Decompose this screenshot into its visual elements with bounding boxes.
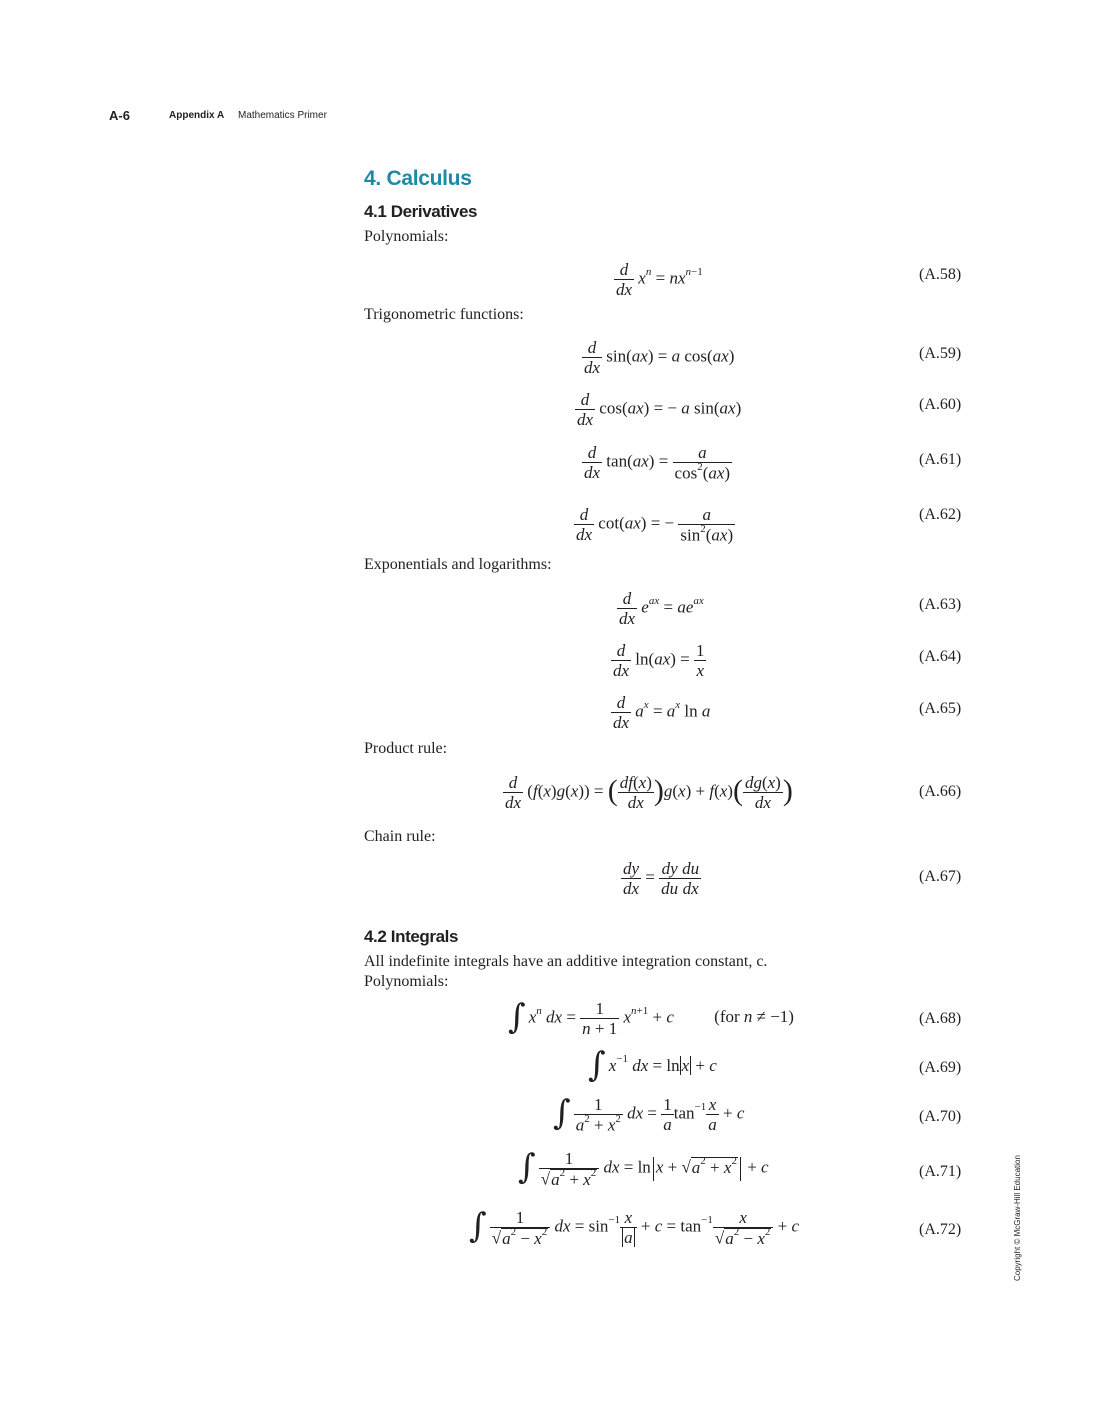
equation-a68: ∫ $x^n$ dx = $\frac{1}{n + 1}$ $x^{n+1} + c$ (for n ≠ −1) [508,996,794,1038]
integrals-heading: 4.2 Integrals [364,927,459,946]
equation-number: (A.58) [919,266,962,283]
equation-number: (A.70) [919,1108,962,1125]
equation-a70: ∫ $\frac{1}{a^2 + x^2}$ dx = $\frac{1}{a}$ $\tan^{-1}$ $\frac{x}{a}$ + c [553,1092,745,1135]
equation-number: (A.62) [919,506,962,523]
page-number: A-6 [109,108,130,123]
equation-a71: ∫ $\frac{1}{√a^2 + x^2}$ dx = $\ln x + √a^2 + x^2 + c$ [518,1146,769,1189]
equation-number: (A.72) [919,1221,962,1238]
polynomials-label-2: Polynomials: [364,973,449,990]
equation-a69: ∫ $x^{-1}$ dx = ln x + c [588,1045,717,1085]
equation-a63: $\frac{d}{dx}$ $e^{ax} = ae^{ax}$ [619,589,704,628]
equation-number: (A.67) [919,868,962,885]
equation-a67: $\frac{dy}{dx}$ = $\frac{dy}{du}$ $\frac{du}{dx}$ [623,859,700,898]
copyright-notice [1013,1131,1027,1281]
copyright-text: Copyright © McGraw-Hill Education [1013,1155,1022,1281]
equation-number: (A.66) [919,783,962,800]
polynomials-label: Polynomials: [364,228,449,245]
equation-a65: $\frac{d}{dx}$ $a^x = a^x$ ln a [613,693,711,732]
equation-number: (A.61) [919,451,962,468]
section-title: 4. Calculus [364,167,472,190]
equation-a60: $\frac{d}{dx}$ cos(ax) = − a sin(ax) [577,390,742,429]
equation-number: (A.68) [919,1010,962,1027]
appendix-label: Appendix A [169,110,225,121]
equation-number: (A.63) [919,596,962,613]
equation-a64: $\frac{d}{dx}$ ln(ax) = $\frac{1}{x}$ [613,641,705,680]
equation-a66: $\frac{d}{dx}$ (f(x)g(x)) = ( $\frac{df(x)}{dx}$ )g(x) + f(x)( $\frac{dg(x)}{dx}$ ) [505,773,793,812]
equation-number: (A.65) [919,700,962,717]
equation-a59: $\frac{d}{dx}$ sin(ax) = a cos(ax) [584,338,735,377]
integral-note: All indefinite integrals have an additive integration constant, c. [364,953,768,970]
trig-label: Trigonometric functions: [364,306,524,323]
product-rule-label: Product rule: [364,740,448,757]
equation-number: (A.69) [919,1059,962,1076]
equation-number: (A.60) [919,396,962,413]
chain-rule-label: Chain rule: [364,828,436,845]
explog-label: Exponentials and logarithms: [364,556,552,573]
equation-a61: $\frac{d}{dx}$ tan(ax) = $\frac{a}{\cos^2(ax)}$ [584,443,731,483]
equation-a72: ∫ $\frac{1}{√a^2 - x^2}$ dx = $\sin^{-1}$ $\frac{x}{a}$ + $c = \tan^{-1}$ $\frac{x}{√a^2 - x^2}$ + c [469,1205,799,1248]
equation-a58: $\frac{d}{dx}$ $x^n = nx^{n-1}$ [616,260,703,299]
equation-number: (A.59) [919,345,962,362]
derivatives-heading: 4.1 Derivatives [364,202,478,221]
equation-number: (A.71) [919,1163,962,1180]
equation-a62: $\frac{d}{dx}$ cot(ax) = − $\frac{a}{\sin^2(ax)}$ [576,505,734,545]
equation-number: (A.64) [919,648,962,665]
running-title: Mathematics Primer [238,110,327,121]
